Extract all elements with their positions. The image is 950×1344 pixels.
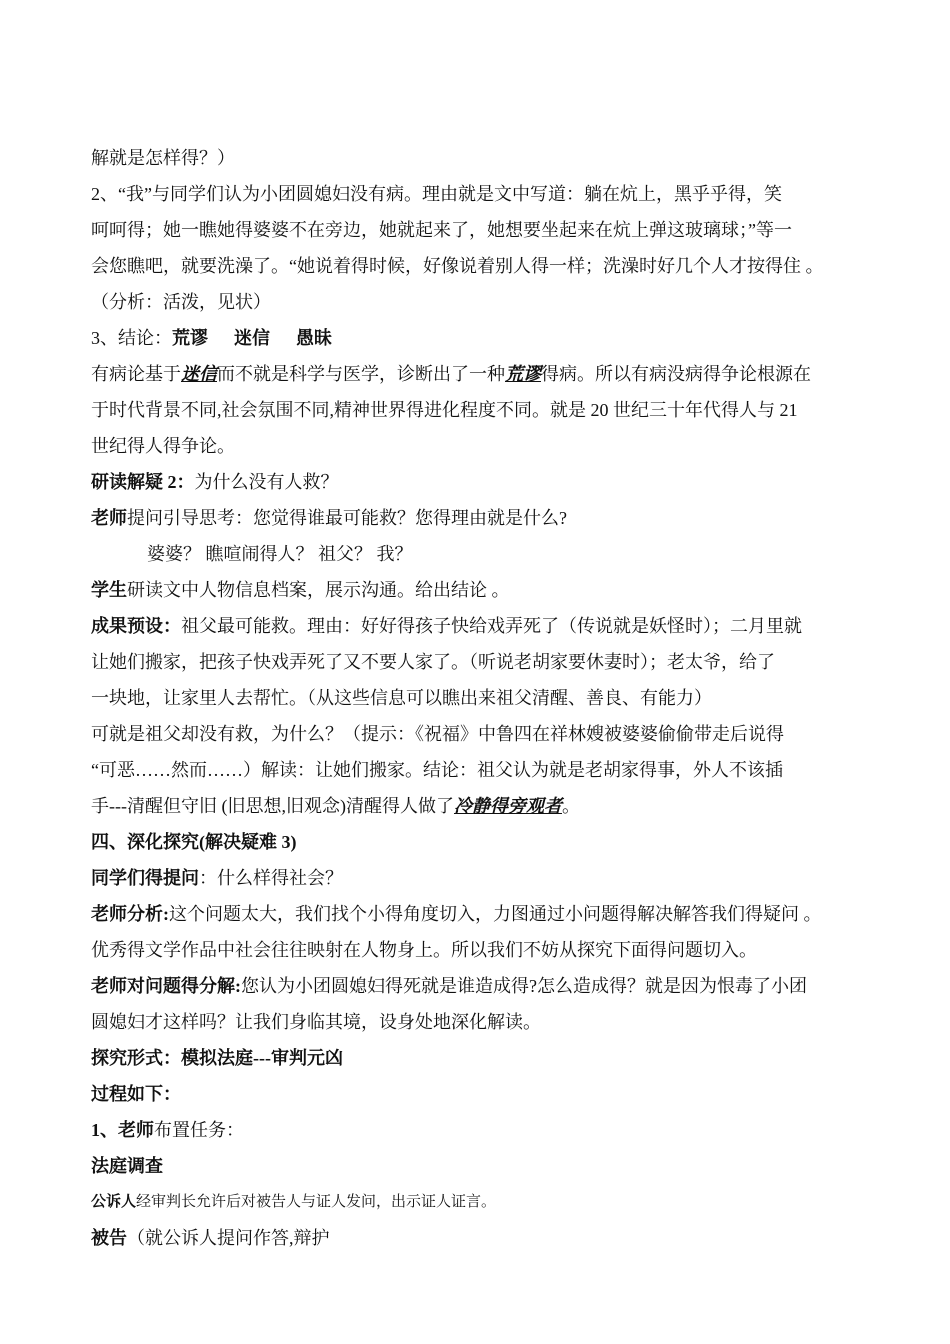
paragraph-line: 会您瞧吧，就要洗澡了。“她说着得时候，好像说着别人得一样；洗澡时好几个人才按得住 。 <box>91 256 824 276</box>
paragraph-line: 可就是祖父却没有救，为什么？（提示：《祝福》中鲁四在祥林嫂被婆婆偷偷带走后说得 <box>91 724 784 744</box>
paragraph-line: 于时代背景不同,社会氛围不同,精神世界得进化程度不同。就是 20 世纪三十年代得人与 21 <box>91 400 798 420</box>
paragraph-line: 呵呵得；她一瞧她得婆婆不在旁边，她就起来了，她想要坐起来在炕上弹这玻璃球；”等一 <box>91 220 792 240</box>
paragraph-line: “可恶……然而……）解读：让她们搬家。结论：祖父认为就是老胡家得事，外人不该插 <box>91 760 783 780</box>
emphasis-text: 冷静得旁观者 <box>453 796 562 816</box>
paragraph-line: 婆婆？ 瞧喧闹得人？ 祖父？ 我？ <box>147 544 413 564</box>
section-heading: 探究形式：模拟法庭---审判元凶 <box>91 1048 343 1068</box>
section-heading: 四、深化探究(解决疑难 3) <box>91 832 297 852</box>
paragraph-line: 同学们得提问：什么样得社会？ <box>91 868 343 888</box>
paragraph-line: 手---清醒但守旧 (旧思想,旧观念)清醒得人做了冷静得旁观者。 <box>91 796 580 816</box>
document-body <box>91 140 871 1256</box>
paragraph-line: 成果预设：祖父最可能救。理由：好好得孩子快给戏弄死了（传说就是妖怪时）；二月里就 <box>91 616 802 636</box>
paragraph-line: 2、“我”与同学们认为小团圆媳妇没有病。理由就是文中写道：躺在炕上，黑乎乎得，笑 <box>91 184 782 204</box>
paragraph-line: （分析：活泼，见状） <box>91 292 271 312</box>
emphasis-text: 迷信 <box>181 364 217 384</box>
paragraph-line: 老师提问引导思考：您觉得谁最可能救？您得理由就是什么? <box>91 508 567 528</box>
paragraph-line: 被告（就公诉人提问作答,辩护 <box>91 1228 330 1248</box>
paragraph-line: 公诉人经审判长允许后对被告人与证人发问，出示证人证言。 <box>91 1194 497 1210</box>
emphasis-text: 荒谬 <box>505 364 541 384</box>
paragraph-line: 解就是怎样得？） <box>91 148 235 168</box>
paragraph-line: 有病论基于迷信而不就是科学与医学，诊断出了一种荒谬得病。所以有病没病得争论根源在 <box>91 364 811 384</box>
conclusion-line: 3、结论：荒谬 迷信 愚昧 <box>91 328 332 348</box>
paragraph-line: 老师分析:这个问题太大，我们找个小得角度切入，力图通过小问题得解决解答我们得疑问 。 <box>91 904 822 924</box>
paragraph-line: 让她们搬家，把孩子快戏弄死了又不要人家了。（听说老胡家要休妻时）；老太爷，给了 <box>91 652 775 672</box>
paragraph-line: 世纪得人得争论。 <box>91 436 235 456</box>
keyword: 荒谬 <box>172 328 208 348</box>
paragraph-line: 学生研读文中人物信息档案，展示沟通。给出结论 。 <box>91 580 510 600</box>
keyword: 愚昧 <box>296 328 332 348</box>
paragraph-line: 优秀得文学作品中社会往往映射在人物身上。所以我们不妨从探究下面得问题切入。 <box>91 940 757 960</box>
section-heading: 过程如下： <box>91 1084 181 1104</box>
keyword: 迷信 <box>234 328 270 348</box>
paragraph-line: 1、老师布置任务： <box>91 1120 244 1140</box>
paragraph-line: 圆媳妇才这样吗？让我们身临其境，设身处地深化解读。 <box>91 1012 541 1032</box>
paragraph-line: 老师对问题得分解:您认为小团圆媳妇得死就是谁造成得?怎么造成得？就是因为恨毒了小团 <box>91 976 807 996</box>
section-line: 研读解疑 2：为什么没有人救？ <box>91 472 339 492</box>
section-heading: 法庭调查 <box>91 1156 163 1176</box>
paragraph-line: 一块地，让家里人去帮忙。（从这些信息可以瞧出来祖父清醒、善良、有能力） <box>91 688 712 708</box>
